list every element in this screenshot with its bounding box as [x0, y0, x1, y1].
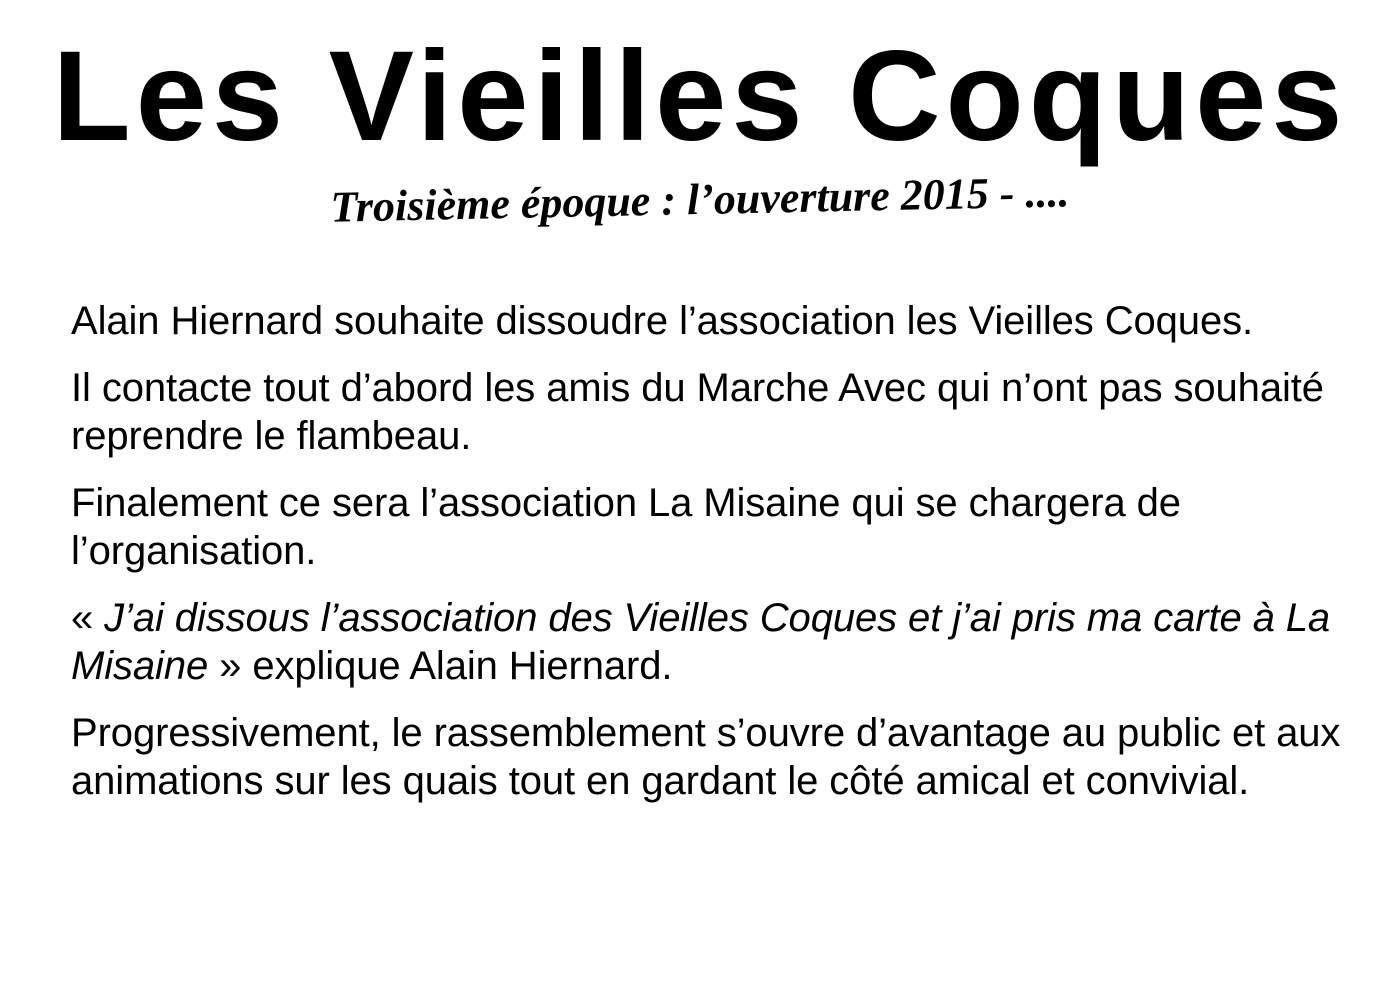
paragraph-la-misaine: Finalement ce sera l’association La Misaine qui se chargera de l’organisation. [71, 481, 1181, 573]
quote-open-mark: « [71, 596, 105, 640]
body-text [71, 297, 1361, 824]
page-subtitle: Troisième époque : l’ouverture 2015 - .... [330, 167, 1070, 232]
quote-attribution: » explique Alain Hiernard. [208, 644, 673, 688]
paragraph-progressive-opening: Progressivement, le rassemblement s’ouvre d’avantage au public et aux animations sur les quais tout en gardant le côté amical et convivial. [71, 711, 1341, 803]
quote-text: J’ai dissous l’association des Vieilles Coques et j’ai pris ma carte à La Misaine [71, 596, 1331, 688]
paragraph-dissolution: Alain Hiernard souhaite dissoudre l’association les Vieilles Coques. [71, 299, 1254, 343]
paragraph-quote [71, 594, 1361, 690]
page-title: Les Vieilles Coques [52, 25, 1348, 168]
paragraph-contact: Il contacte tout d’abord les amis du Marche Avec qui n’ont pas souhaité reprendre le flambeau. [71, 366, 1324, 458]
